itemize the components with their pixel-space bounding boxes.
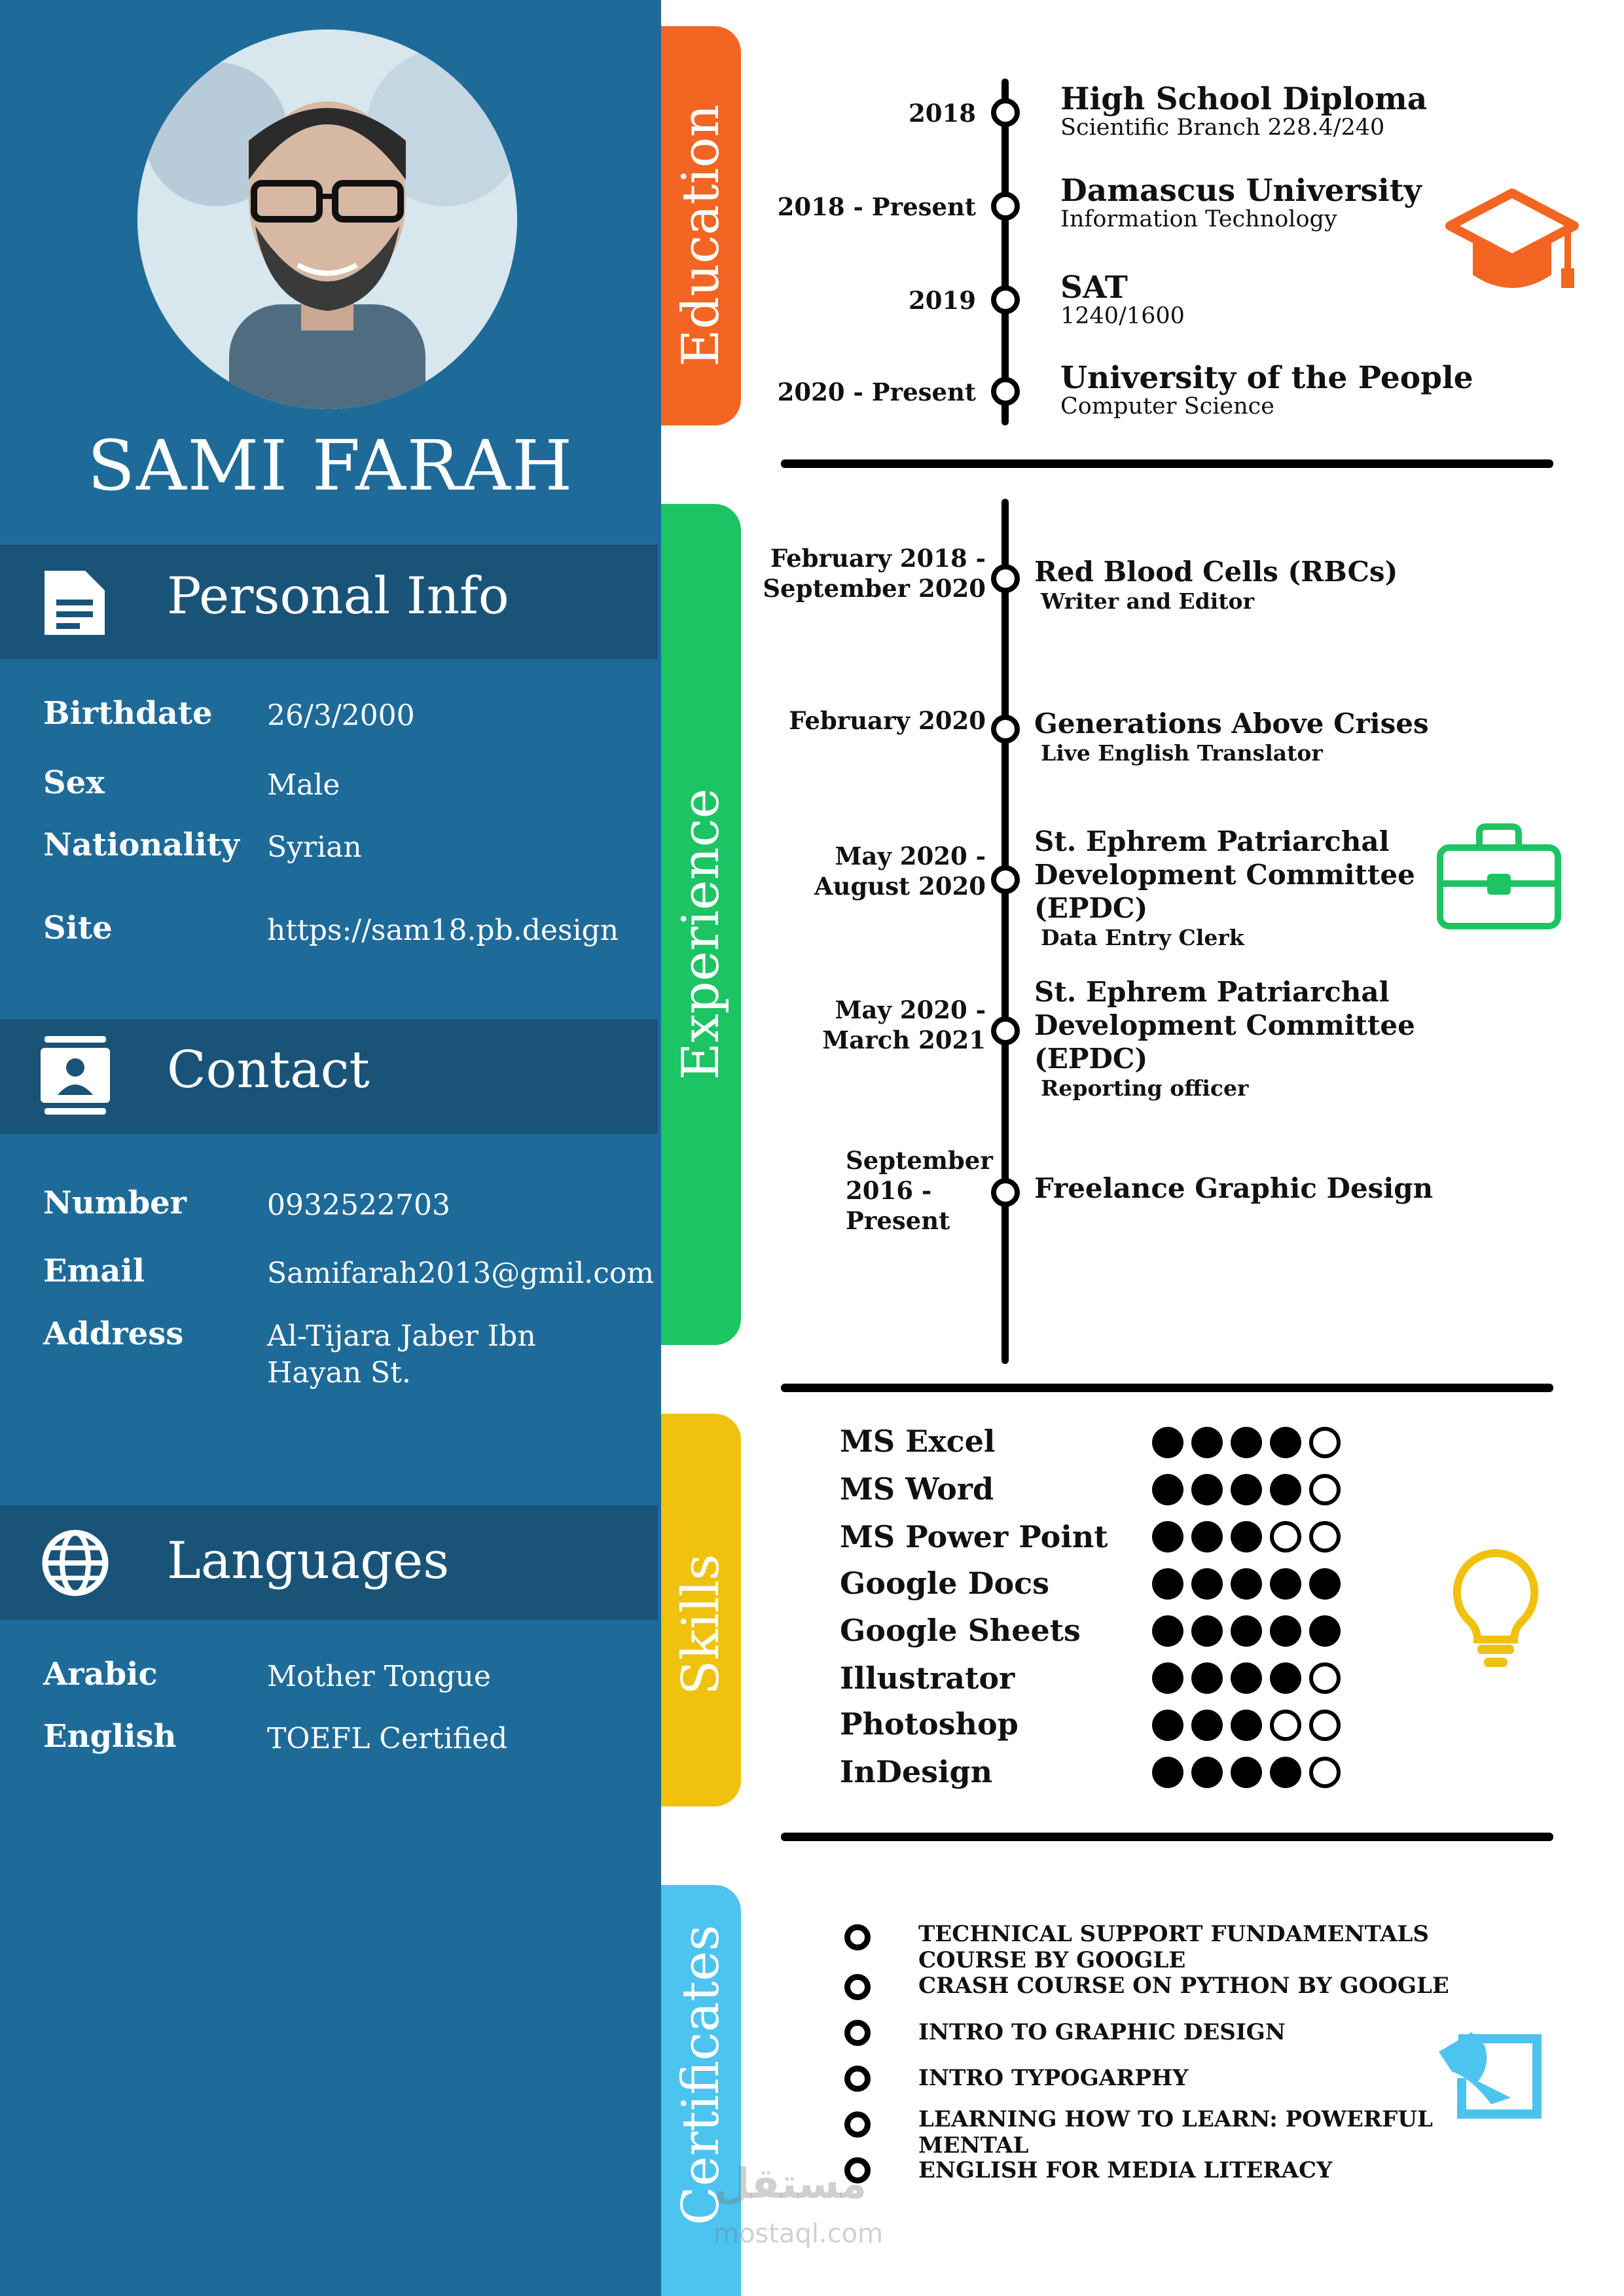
experience-date: February 2020 (789, 706, 986, 735)
value-email-link[interactable]: Samifarah2013@gmil.com (267, 1257, 655, 1290)
lightbulb-icon (1450, 1548, 1542, 1672)
timeline-dot (991, 1016, 1020, 1045)
skill-dot-filled (1270, 1662, 1301, 1694)
timeline-dot (991, 192, 1020, 221)
skill-dot-filled (1191, 1615, 1223, 1647)
skill-dot-empty (1270, 1710, 1301, 1741)
skill-dot-filled (1191, 1568, 1223, 1600)
skill-dot-filled (1152, 1757, 1183, 1788)
skill-dot-filled (1270, 1474, 1301, 1505)
label-nationality: Nationality (43, 827, 240, 863)
experience-date: May 2020 - August 2020 (814, 842, 986, 901)
certificate-item: INTRO TYPOGARPHY (918, 2065, 1189, 2091)
tab-label-certificates: Certificates (672, 1924, 731, 2225)
skill-dot-empty (1309, 1474, 1341, 1505)
watermark-arabic: مستقل (713, 2160, 867, 2208)
skill-name: Photoshop (840, 1706, 1019, 1742)
skill-dot-filled (1152, 1521, 1183, 1552)
value-language-arabic: Mother Tongue (267, 1660, 491, 1693)
watermark-latin: mostaql.com (713, 2219, 884, 2249)
value-site-link[interactable]: https://sam18.pb.design (267, 914, 619, 947)
timeline-dot (991, 715, 1020, 744)
skill-dot-filled (1152, 1710, 1183, 1741)
timeline-dot (991, 98, 1020, 127)
contact-card-icon (39, 1036, 111, 1108)
label-address: Address (43, 1316, 184, 1352)
skill-dot-filled (1152, 1615, 1183, 1647)
briefcase-icon (1434, 821, 1564, 935)
skill-dot-filled (1309, 1568, 1341, 1600)
experience-entry: St. Ephrem Patriarchal Development Committee (EPDC) Data Entry Clerk (1034, 825, 1415, 950)
skill-dot-filled (1270, 1568, 1301, 1600)
skill-dot-filled (1152, 1474, 1183, 1505)
skill-rating (1152, 1615, 1341, 1647)
skill-dot-filled (1152, 1662, 1183, 1694)
label-birthdate: Birthdate (43, 695, 213, 732)
education-title: University of the People (1060, 360, 1473, 396)
skill-dot-filled (1231, 1474, 1262, 1505)
timeline-dot (991, 377, 1020, 406)
skill-dot-filled (1191, 1427, 1223, 1458)
skill-dot-filled (1152, 1427, 1183, 1458)
experience-entry: Red Blood Cells (RBCs) Writer and Editor (1034, 556, 1398, 614)
skill-dot-filled (1231, 1662, 1262, 1694)
label-sex: Sex (43, 764, 105, 801)
section-title-personal-info: Personal Info (167, 567, 509, 626)
experience-date: September 2016 - Present (846, 1146, 993, 1235)
skill-name: Illustrator (840, 1660, 1015, 1696)
skill-dot-filled (1191, 1662, 1223, 1694)
skill-name: Google Docs (840, 1566, 1050, 1601)
education-date: 2019 (909, 286, 976, 315)
experience-date: February 2018 - September 2020 (763, 544, 986, 603)
experience-entry: Freelance Graphic Design (1034, 1172, 1434, 1204)
certificate-bullet (844, 2066, 871, 2092)
skill-dot-filled (1309, 1615, 1341, 1647)
skill-rating (1152, 1757, 1341, 1788)
education-date: 2018 (909, 99, 976, 128)
education-date: 2018 - Present (777, 192, 976, 221)
document-icon (39, 567, 111, 639)
education-subtitle: Scientific Branch 228.4/240 (1060, 115, 1385, 141)
skill-dot-empty (1309, 1662, 1341, 1694)
value-sex: Male (267, 768, 340, 802)
skill-rating (1152, 1662, 1341, 1694)
globe-icon (39, 1527, 111, 1599)
section-title-languages: Languages (167, 1532, 450, 1590)
value-number[interactable]: 0932522703 (267, 1189, 450, 1222)
education-title: Damascus University (1060, 173, 1422, 209)
education-title: High School Diploma (1060, 81, 1428, 117)
value-address-line2: Hayan St. (267, 1356, 411, 1390)
value-birthdate: 26/3/2000 (267, 699, 415, 732)
certificate-item: INTRO TO GRAPHIC DESIGN (918, 2019, 1286, 2045)
experience-entry: St. Ephrem Patriarchal Development Committee (EPDC) Reporting officer (1034, 976, 1415, 1101)
certificate-item: CRASH COURSE ON PYTHON BY GOOGLE (918, 1973, 1449, 1999)
education-subtitle: Computer Science (1060, 393, 1274, 420)
skill-dot-filled (1231, 1427, 1262, 1458)
certificate-bullet (844, 2111, 871, 2138)
skill-dot-filled (1270, 1757, 1301, 1788)
label-site: Site (43, 910, 113, 946)
certificate-item: ENGLISH FOR MEDIA LITERACY (918, 2157, 1333, 2183)
experience-entry: Generations Above Crises Live English Translator (1034, 708, 1429, 766)
tab-label-skills: Skills (672, 1554, 731, 1695)
section-title-contact: Contact (167, 1041, 370, 1100)
skill-dot-filled (1231, 1710, 1262, 1741)
skill-dot-filled (1270, 1615, 1301, 1647)
divider (781, 1384, 1553, 1392)
skill-rating (1152, 1474, 1341, 1505)
skill-name: Google Sheets (840, 1613, 1081, 1648)
skill-dot-filled (1191, 1710, 1223, 1741)
skill-rating (1152, 1427, 1341, 1458)
value-language-english: TOEFL Certified (267, 1722, 508, 1755)
certificate-bullet (844, 2020, 871, 2046)
education-date: 2020 - Present (777, 378, 976, 406)
skill-rating (1152, 1710, 1341, 1741)
timeline-dot (991, 1178, 1020, 1207)
skill-name: MS Word (840, 1471, 994, 1507)
tab-label-experience: Experience (672, 788, 731, 1080)
skill-dot-filled (1270, 1427, 1301, 1458)
timeline-dot (991, 285, 1020, 314)
skill-rating (1152, 1568, 1341, 1600)
skill-dot-empty (1309, 1757, 1341, 1788)
skill-dot-filled (1152, 1568, 1183, 1600)
skill-dot-filled (1191, 1757, 1223, 1788)
skill-name: MS Excel (840, 1424, 996, 1459)
education-timeline-line (1001, 79, 1009, 425)
divider (781, 459, 1553, 468)
divider (781, 1833, 1553, 1841)
certificate-edit-icon (1432, 2026, 1547, 2123)
skill-name: InDesign (840, 1754, 993, 1789)
timeline-dot (991, 865, 1020, 894)
certificate-bullet (844, 1924, 871, 1950)
skill-dot-filled (1231, 1521, 1262, 1552)
skill-rating (1152, 1521, 1341, 1552)
skill-dot-filled (1231, 1568, 1262, 1600)
skill-name: MS Power Point (840, 1519, 1108, 1554)
skill-dot-empty (1309, 1521, 1341, 1552)
profile-photo (137, 29, 517, 409)
tab-label-education: Education (672, 104, 731, 367)
certificate-bullet (844, 1974, 871, 2000)
timeline-dot (991, 564, 1020, 593)
graduation-cap-icon (1443, 180, 1581, 300)
experience-timeline-line (1001, 499, 1009, 1364)
education-subtitle: 1240/1600 (1060, 303, 1185, 329)
skill-dot-empty (1270, 1521, 1301, 1552)
label-number: Number (43, 1185, 187, 1221)
skill-dot-filled (1191, 1521, 1223, 1552)
skill-dot-filled (1231, 1757, 1262, 1788)
certificate-item: TECHNICAL SUPPORT FUNDAMENTALS COURSE BY GOOGLE (918, 1921, 1429, 1973)
label-email: Email (43, 1253, 145, 1289)
skill-dot-empty (1309, 1710, 1341, 1741)
person-name: SAMI FARAH (87, 425, 574, 506)
value-address-line1: Al-Tijara Jaber Ibn (267, 1319, 536, 1353)
skill-dot-empty (1309, 1427, 1341, 1458)
skill-dot-filled (1231, 1615, 1262, 1647)
education-subtitle: Information Technology (1060, 206, 1337, 232)
skill-dot-filled (1191, 1474, 1223, 1505)
education-title: SAT (1060, 270, 1128, 306)
label-language-english: English (43, 1718, 177, 1755)
value-nationality: Syrian (267, 831, 362, 864)
experience-date: May 2020 - March 2021 (822, 996, 986, 1054)
certificate-item: LEARNING HOW TO LEARN: POWERFUL MENTAL (918, 2106, 1433, 2159)
label-language-arabic: Arabic (43, 1656, 158, 1693)
